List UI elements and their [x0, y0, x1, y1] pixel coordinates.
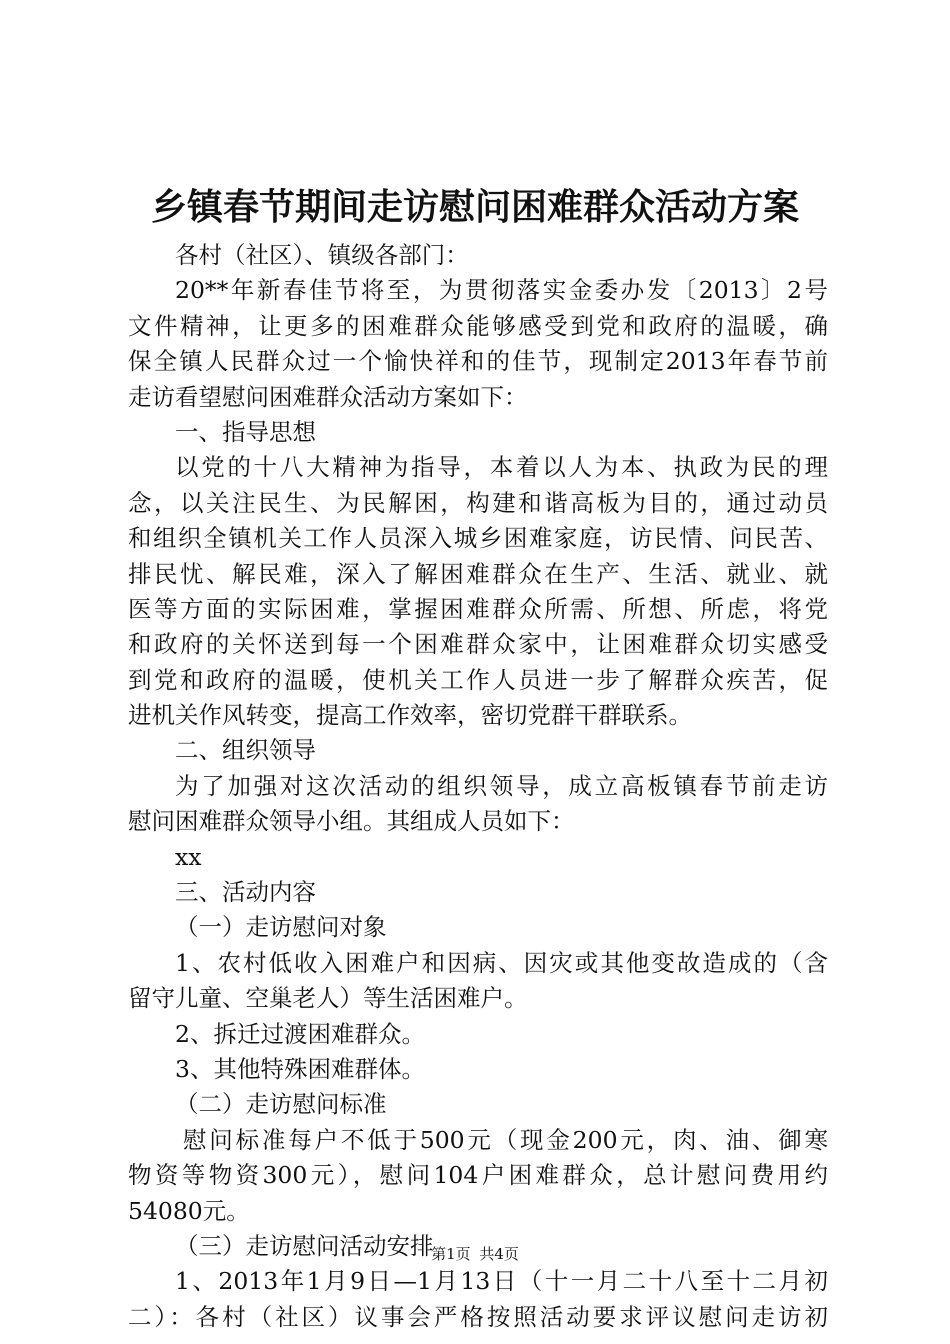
body-line: 留守儿童、空巢老人）等生活困难户。	[128, 984, 528, 1013]
body-line: 走访看望慰问困难群众活动方案如下：	[128, 382, 528, 411]
body-line: 慰问标准每户不低于500元（现金200元，肉、油、御寒	[183, 1125, 828, 1154]
body-line: 念，以关注民生、为民解困，构建和谐高板为目的，通过动员	[128, 488, 828, 517]
document-title: 乡镇春节期间走访慰问困难群众活动方案	[150, 187, 799, 228]
document-body	[128, 238, 828, 1335]
body-line: 各村（社区）、镇级各部门：	[175, 241, 469, 269]
page-footer	[0, 1244, 950, 1264]
body-line: 二、组织领导	[175, 736, 316, 765]
body-line: 物资等物资300元），慰问104户困难群众，总计慰问费用约	[128, 1161, 828, 1190]
body-line: 二）：各村（社区）议事会严格按照活动要求评议慰问走访初	[128, 1302, 828, 1331]
body-line: 进机关作风转变，提高工作效率，密切党群干群联系。	[128, 701, 692, 730]
body-line: 和政府的关怀送到每一个困难群众家中，让困难群众切实感受	[128, 630, 828, 659]
body-line: 三、活动内容	[175, 878, 316, 907]
page-total: 共4页	[479, 1245, 519, 1263]
body-line: 20**年新春佳节将至，为贯彻落实金委办发〔2013〕2号	[175, 276, 828, 305]
body-line: 到党和政府的温暖，使机关工作人员进一步了解群众疾苦，促	[128, 665, 828, 694]
body-line: 2、拆迁过渡困难群众。	[175, 1019, 425, 1048]
body-line: （二）走访慰问标准	[175, 1090, 387, 1119]
body-line: （三）走访慰问活动安排	[175, 1231, 434, 1260]
body-line: 1、2013年1月9日—1月13日（十一月二十八至十二月初	[175, 1267, 828, 1296]
body-line: 一、指导思想	[175, 417, 316, 446]
body-line: 54080元。	[128, 1196, 250, 1225]
page-number: 第1页	[431, 1245, 471, 1263]
body-line: 为了加强对这次活动的组织领导，成立高板镇春节前走访	[175, 771, 828, 800]
body-line: 3、其他特殊困难群体。	[175, 1054, 425, 1083]
body-line: 和组织全镇机关工作人员深入城乡困难家庭，访民情、问民苦、	[128, 524, 828, 553]
body-line: 排民忧、解民难，深入了解困难群众在生产、生活、就业、就	[128, 559, 828, 588]
body-line: （一）走访慰问对象	[175, 913, 387, 942]
body-line: 慰问困难群众领导小组。其组成人员如下：	[128, 807, 575, 836]
body-line: 医等方面的实际困难，掌握困难群众所需、所想、所虑，将党	[128, 594, 828, 623]
body-line: 1、农村低收入困难户和因病、因灾或其他变故造成的（含	[175, 948, 828, 977]
body-line: xx	[175, 842, 202, 871]
body-line: 以党的十八大精神为指导，本着以人为本、执政为民的理	[175, 453, 828, 482]
body-line: 文件精神，让更多的困难群众能够感受到党和政府的温暖，确	[128, 311, 828, 340]
body-line: 保全镇人民群众过一个愉快祥和的佳节，现制定2013年春节前	[128, 347, 828, 376]
